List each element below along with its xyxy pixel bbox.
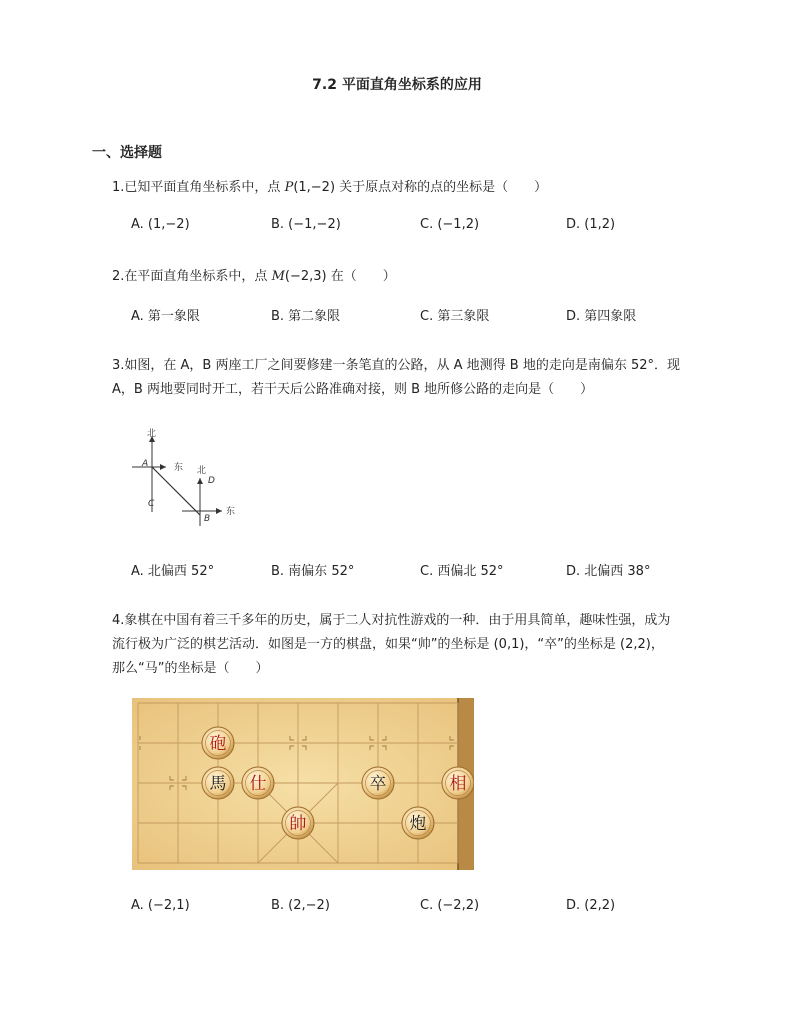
label-east-top: 东 (174, 463, 184, 473)
piece-label: 仕 (249, 774, 267, 794)
question-text-line1: 象棋在中国有着三千多年的历史，属于二人对抗性游戏的一种．由于用具简单，趣味性强，成为 (124, 613, 671, 628)
q2-option-d[interactable]: D. 第四象限 (566, 309, 637, 324)
section-heading: 一、选择题 (92, 145, 162, 161)
question-text-line3: 那么“马”的坐标是（ ） (112, 661, 269, 676)
label-north-top: 北 (147, 429, 157, 439)
question-number: 3. (112, 358, 125, 373)
question-2 (112, 265, 702, 289)
q3-option-d[interactable]: D. 北偏西 38° (566, 564, 651, 579)
page-title: 7.2 平面直角坐标系的应用 (312, 77, 482, 93)
road-ab (152, 467, 200, 515)
piece-pao-bottom (402, 807, 434, 839)
question-text-line2: A，B 两地要同时开工，若干天后公路准确对接，则 B 地所修公路的走向是（ ） (112, 382, 594, 397)
label-north-b: 北 (197, 466, 207, 476)
label-b: B (204, 514, 211, 524)
q1-option-d[interactable]: D. (1,2) (566, 217, 616, 232)
q1-option-c[interactable]: C. (−1,2) (420, 217, 480, 232)
piece-pao-top (202, 727, 234, 759)
piece-label: 相 (449, 774, 467, 794)
piece-label: 馬 (209, 774, 227, 794)
q2-option-a[interactable]: A. 第一象限 (131, 309, 200, 324)
label-c: C (148, 499, 155, 509)
chess-board (132, 698, 474, 870)
point-coordinate: (−2,3) (284, 269, 327, 284)
q1-option-b[interactable]: B. (−1,−2) (271, 217, 341, 232)
question-text-pre: 在平面直角坐标系中，点 (124, 269, 268, 284)
board-background (132, 698, 474, 870)
q4-option-a[interactable]: A. (−2,1) (131, 898, 190, 913)
label-a: A (142, 459, 149, 469)
label-d: D (208, 476, 215, 486)
piece-label: 帥 (289, 814, 307, 834)
piece-label: 炮 (409, 814, 427, 834)
question-number: 2. (112, 269, 125, 284)
question-3 (112, 354, 702, 402)
q2-option-c[interactable]: C. 第三象限 (420, 309, 490, 324)
piece-label: 砲 (209, 734, 227, 754)
piece-shi (242, 767, 274, 799)
point-coordinate: (1,−2) (293, 180, 336, 195)
question-1 (112, 176, 702, 200)
q4-option-c[interactable]: C. (−2,2) (420, 898, 480, 913)
question-text-pre: 已知平面直角坐标系中，点 (124, 180, 281, 195)
direction-diagram (124, 420, 244, 530)
piece-shuai (282, 807, 314, 839)
question-4 (112, 609, 702, 681)
q1-option-a[interactable]: A. (1,−2) (131, 217, 190, 232)
question-text-line2: 流行极为广泛的棋艺活动．如图是一方的棋盘，如果“帅”的坐标是 (0,1)，“卒”的坐标是 (2,2)， (112, 637, 664, 652)
question-text-line1: 如图，在 A，B 两座工厂之间要修建一条笔直的公路，从 A 地测得 B 地的走向是南偏东 52°．现 (124, 358, 680, 373)
q4-option-b[interactable]: B. (2,−2) (271, 898, 330, 913)
point-variable: P (284, 180, 294, 195)
q3-option-a[interactable]: A. 北偏西 52° (131, 564, 215, 579)
point-variable: M (271, 269, 285, 284)
question-number: 1. (112, 180, 125, 195)
piece-xiang (442, 767, 474, 799)
piece-ma (202, 767, 234, 799)
piece-label: 卒 (369, 774, 387, 794)
label-east-b: 东 (226, 507, 236, 517)
q3-option-c[interactable]: C. 西偏北 52° (420, 564, 504, 579)
question-text-post: 在（ ） (330, 269, 396, 284)
question-number: 4. (112, 613, 125, 628)
question-text-post: 关于原点对称的点的坐标是（ ） (339, 180, 548, 195)
piece-zu (362, 767, 394, 799)
q4-option-d[interactable]: D. (2,2) (566, 898, 616, 913)
q3-option-b[interactable]: B. 南偏东 52° (271, 564, 355, 579)
q2-option-b[interactable]: B. 第二象限 (271, 309, 341, 324)
